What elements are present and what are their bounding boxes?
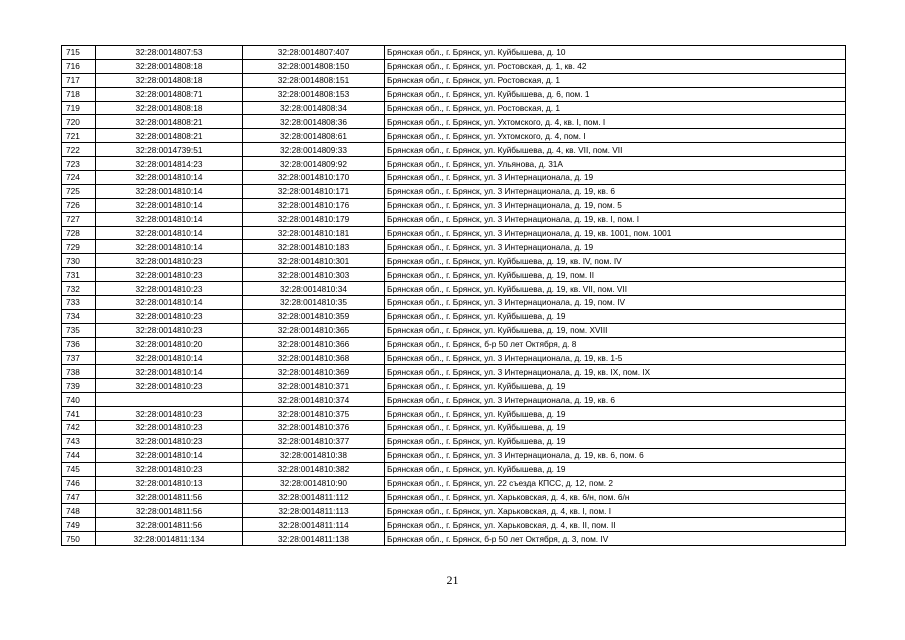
row-number-cell: 739: [62, 379, 96, 393]
row-number-cell: 731: [62, 268, 96, 282]
land-cadastral-number-cell: 32:28:0014810:14: [96, 351, 243, 365]
row-number-cell: 744: [62, 448, 96, 462]
land-cadastral-number-cell: 32:28:0014810:14: [96, 198, 243, 212]
address-cell: Брянская обл., г. Брянск, ул. Куйбышева, д. 19, кв. VII, пом. VII: [385, 282, 846, 296]
row-number-cell: 746: [62, 476, 96, 490]
row-number-cell: 748: [62, 504, 96, 518]
building-cadastral-number-cell: 32:28:0014810:171: [243, 184, 385, 198]
building-cadastral-number-cell: 32:28:0014810:377: [243, 434, 385, 448]
building-cadastral-number-cell: 32:28:0014810:34: [243, 282, 385, 296]
row-number-cell: 729: [62, 240, 96, 254]
land-cadastral-number-cell: 32:28:0014810:23: [96, 407, 243, 421]
row-number-cell: 742: [62, 421, 96, 435]
land-cadastral-number-cell: 32:28:0014810:14: [96, 212, 243, 226]
row-number-cell: 716: [62, 59, 96, 73]
address-cell: Брянская обл., г. Брянск, ул. Харьковская, д. 4, кв. II, пом. II: [385, 518, 846, 532]
table-row: [62, 198, 846, 212]
building-cadastral-number-cell: 32:28:0014810:176: [243, 198, 385, 212]
table-row: [62, 171, 846, 185]
building-cadastral-number-cell: 32:28:0014810:382: [243, 462, 385, 476]
row-number-cell: 750: [62, 532, 96, 546]
row-number-cell: 736: [62, 337, 96, 351]
land-cadastral-number-cell: 32:28:0014810:23: [96, 434, 243, 448]
building-cadastral-number-cell: 32:28:0014810:371: [243, 379, 385, 393]
table-row: [62, 59, 846, 73]
row-number-cell: 719: [62, 101, 96, 115]
building-cadastral-number-cell: 32:28:0014810:179: [243, 212, 385, 226]
building-cadastral-number-cell: 32:28:0014811:114: [243, 518, 385, 532]
building-cadastral-number-cell: 32:28:0014810:366: [243, 337, 385, 351]
row-number-cell: 718: [62, 87, 96, 101]
address-cell: Брянская обл., г. Брянск, ул. Ростовская, д. 1: [385, 101, 846, 115]
table-row: [62, 476, 846, 490]
table-row: [62, 532, 846, 546]
table-row: [62, 157, 846, 171]
address-cell: Брянская обл., г. Брянск, ул. Куйбышева, д. 19: [385, 434, 846, 448]
building-cadastral-number-cell: 32:28:0014807:407: [243, 46, 385, 60]
table-row: [62, 323, 846, 337]
address-cell: Брянская обл., г. Брянск, ул. Куйбышева, д. 19, пом. XVIII: [385, 323, 846, 337]
table-row: [62, 87, 846, 101]
land-cadastral-number-cell: 32:28:0014810:23: [96, 309, 243, 323]
building-cadastral-number-cell: 32:28:0014810:38: [243, 448, 385, 462]
row-number-cell: 715: [62, 46, 96, 60]
address-cell: Брянская обл., г. Брянск, ул. Ухтомского, д. 4, кв. I, пом. I: [385, 115, 846, 129]
address-cell: Брянская обл., г. Брянск, ул. Куйбышева, д. 19: [385, 421, 846, 435]
address-cell: Брянская обл., г. Брянск, ул. Ростовская, д. 1, кв. 42: [385, 59, 846, 73]
row-number-cell: 738: [62, 365, 96, 379]
building-cadastral-number-cell: 32:28:0014809:92: [243, 157, 385, 171]
table-row: [62, 212, 846, 226]
land-cadastral-number-cell: 32:28:0014810:14: [96, 296, 243, 310]
table-row: [62, 240, 846, 254]
land-cadastral-number-cell: 32:28:0014810:23: [96, 379, 243, 393]
address-cell: Брянская обл., г. Брянск, б-р 50 лет Октября, д. 8: [385, 337, 846, 351]
table-row: [62, 337, 846, 351]
row-number-cell: 722: [62, 143, 96, 157]
land-cadastral-number-cell: 32:28:0014810:23: [96, 462, 243, 476]
table-row: [62, 101, 846, 115]
land-cadastral-number-cell: 32:28:0014808:21: [96, 115, 243, 129]
building-cadastral-number-cell: 32:28:0014808:153: [243, 87, 385, 101]
building-cadastral-number-cell: 32:28:0014810:374: [243, 393, 385, 407]
address-cell: Брянская обл., г. Брянск, ул. 3 Интернационала, д. 19, кв. 6: [385, 393, 846, 407]
address-cell: Брянская обл., г. Брянск, б-р 50 лет Октября, д. 3, пом. IV: [385, 532, 846, 546]
table-row: [62, 365, 846, 379]
land-cadastral-number-cell: 32:28:0014810:14: [96, 240, 243, 254]
address-cell: Брянская обл., г. Брянск, ул. Куйбышева, д. 19, пом. II: [385, 268, 846, 282]
row-number-cell: 721: [62, 129, 96, 143]
table-row: [62, 129, 846, 143]
land-cadastral-number-cell: 32:28:0014811:56: [96, 490, 243, 504]
building-cadastral-number-cell: 32:28:0014810:183: [243, 240, 385, 254]
building-cadastral-number-cell: 32:28:0014809:33: [243, 143, 385, 157]
address-cell: Брянская обл., г. Брянск, ул. 3 Интернационала, д. 19, кв. IX, пом. IX: [385, 365, 846, 379]
table-row: [62, 254, 846, 268]
row-number-cell: 725: [62, 184, 96, 198]
row-number-cell: 733: [62, 296, 96, 310]
address-cell: Брянская обл., г. Брянск, ул. Куйбышева, д. 6, пом. 1: [385, 87, 846, 101]
row-number-cell: 741: [62, 407, 96, 421]
registry-table: [61, 45, 846, 546]
table-row: [62, 379, 846, 393]
table-row: [62, 448, 846, 462]
table-row: [62, 434, 846, 448]
row-number-cell: 734: [62, 309, 96, 323]
land-cadastral-number-cell: 32:28:0014739:51: [96, 143, 243, 157]
address-cell: Брянская обл., г. Брянск, ул. Куйбышева, д. 19, кв. IV, пом. IV: [385, 254, 846, 268]
building-cadastral-number-cell: 32:28:0014810:359: [243, 309, 385, 323]
land-cadastral-number-cell: 32:28:0014811:134: [96, 532, 243, 546]
building-cadastral-number-cell: 32:28:0014811:138: [243, 532, 385, 546]
address-cell: Брянская обл., г. Брянск, ул. Куйбышева, д. 19: [385, 407, 846, 421]
building-cadastral-number-cell: 32:28:0014808:36: [243, 115, 385, 129]
land-cadastral-number-cell: 32:28:0014808:71: [96, 87, 243, 101]
land-cadastral-number-cell: 32:28:0014808:21: [96, 129, 243, 143]
address-cell: Брянская обл., г. Брянск, ул. 3 Интернационала, д. 19, кв. I, пом. I: [385, 212, 846, 226]
row-number-cell: 730: [62, 254, 96, 268]
row-number-cell: 720: [62, 115, 96, 129]
row-number-cell: 732: [62, 282, 96, 296]
address-cell: Брянская обл., г. Брянск, ул. 3 Интернационала, д. 19, пом. 5: [385, 198, 846, 212]
table-row: [62, 421, 846, 435]
row-number-cell: 740: [62, 393, 96, 407]
table-row: [62, 407, 846, 421]
building-cadastral-number-cell: 32:28:0014810:170: [243, 171, 385, 185]
row-number-cell: 745: [62, 462, 96, 476]
address-cell: Брянская обл., г. Брянск, ул. 3 Интернационала, д. 19, кв. 6, пом. 6: [385, 448, 846, 462]
address-cell: Брянская обл., г. Брянск, ул. Куйбышева, д. 19: [385, 309, 846, 323]
building-cadastral-number-cell: 32:28:0014810:303: [243, 268, 385, 282]
building-cadastral-number-cell: 32:28:0014810:365: [243, 323, 385, 337]
land-cadastral-number-cell: 32:28:0014810:14: [96, 171, 243, 185]
table-row: [62, 143, 846, 157]
land-cadastral-number-cell: 32:28:0014808:18: [96, 73, 243, 87]
row-number-cell: 727: [62, 212, 96, 226]
row-number-cell: 749: [62, 518, 96, 532]
row-number-cell: 723: [62, 157, 96, 171]
table-row: [62, 46, 846, 60]
land-cadastral-number-cell: 32:28:0014810:14: [96, 448, 243, 462]
building-cadastral-number-cell: 32:28:0014811:112: [243, 490, 385, 504]
row-number-cell: 743: [62, 434, 96, 448]
building-cadastral-number-cell: 32:28:0014810:375: [243, 407, 385, 421]
table-row: [62, 518, 846, 532]
address-cell: Брянская обл., г. Брянск, ул. Ростовская, д. 1: [385, 73, 846, 87]
table-row: [62, 351, 846, 365]
address-cell: Брянская обл., г. Брянск, ул. 3 Интернационала, д. 19, кв. 1-5: [385, 351, 846, 365]
building-cadastral-number-cell: 32:28:0014808:34: [243, 101, 385, 115]
row-number-cell: 747: [62, 490, 96, 504]
building-cadastral-number-cell: 32:28:0014810:376: [243, 421, 385, 435]
building-cadastral-number-cell: 32:28:0014808:150: [243, 59, 385, 73]
row-number-cell: 728: [62, 226, 96, 240]
building-cadastral-number-cell: 32:28:0014811:113: [243, 504, 385, 518]
address-cell: Брянская обл., г. Брянск, ул. Куйбышева, д. 4, кв. VII, пом. VII: [385, 143, 846, 157]
address-cell: Брянская обл., г. Брянск, ул. Ульянова, д. 31А: [385, 157, 846, 171]
row-number-cell: 726: [62, 198, 96, 212]
table-row: [62, 309, 846, 323]
table-row: [62, 393, 846, 407]
land-cadastral-number-cell: 32:28:0014811:56: [96, 518, 243, 532]
address-cell: Брянская обл., г. Брянск, ул. Харьковская, д. 4, кв. 6/н, пом. 6/н: [385, 490, 846, 504]
table-row: [62, 73, 846, 87]
table-row: [62, 296, 846, 310]
table-row: [62, 282, 846, 296]
land-cadastral-number-cell: [96, 393, 243, 407]
building-cadastral-number-cell: 32:28:0014810:301: [243, 254, 385, 268]
address-cell: Брянская обл., г. Брянск, ул. 22 съезда КПСС, д. 12, пом. 2: [385, 476, 846, 490]
land-cadastral-number-cell: 32:28:0014810:23: [96, 254, 243, 268]
row-number-cell: 735: [62, 323, 96, 337]
address-cell: Брянская обл., г. Брянск, ул. Ухтомского, д. 4, пом. I: [385, 129, 846, 143]
table-row: [62, 504, 846, 518]
address-cell: Брянская обл., г. Брянск, ул. 3 Интернационала, д. 19, кв. 6: [385, 184, 846, 198]
row-number-cell: 737: [62, 351, 96, 365]
row-number-cell: 724: [62, 171, 96, 185]
registry-table-body: [62, 46, 846, 546]
address-cell: Брянская обл., г. Брянск, ул. 3 Интернационала, д. 19, пом. IV: [385, 296, 846, 310]
row-number-cell: 717: [62, 73, 96, 87]
land-cadastral-number-cell: 32:28:0014810:23: [96, 268, 243, 282]
land-cadastral-number-cell: 32:28:0014811:56: [96, 504, 243, 518]
land-cadastral-number-cell: 32:28:0014808:18: [96, 101, 243, 115]
building-cadastral-number-cell: 32:28:0014810:368: [243, 351, 385, 365]
address-cell: Брянская обл., г. Брянск, ул. Куйбышева, д. 19: [385, 379, 846, 393]
land-cadastral-number-cell: 32:28:0014808:18: [96, 59, 243, 73]
building-cadastral-number-cell: 32:28:0014810:369: [243, 365, 385, 379]
address-cell: Брянская обл., г. Брянск, ул. 3 Интернационала, д. 19, кв. 1001, пом. 1001: [385, 226, 846, 240]
table-row: [62, 226, 846, 240]
land-cadastral-number-cell: 32:28:0014814:23: [96, 157, 243, 171]
building-cadastral-number-cell: 32:28:0014810:181: [243, 226, 385, 240]
address-cell: Брянская обл., г. Брянск, ул. Куйбышева, д. 19: [385, 462, 846, 476]
building-cadastral-number-cell: 32:28:0014810:35: [243, 296, 385, 310]
page-number: 21: [446, 573, 459, 587]
table-row: [62, 490, 846, 504]
land-cadastral-number-cell: 32:28:0014810:23: [96, 421, 243, 435]
land-cadastral-number-cell: 32:28:0014810:14: [96, 365, 243, 379]
building-cadastral-number-cell: 32:28:0014810:90: [243, 476, 385, 490]
building-cadastral-number-cell: 32:28:0014808:151: [243, 73, 385, 87]
building-cadastral-number-cell: 32:28:0014808:61: [243, 129, 385, 143]
land-cadastral-number-cell: 32:28:0014810:20: [96, 337, 243, 351]
table-row: [62, 184, 846, 198]
land-cadastral-number-cell: 32:28:0014810:13: [96, 476, 243, 490]
address-cell: Брянская обл., г. Брянск, ул. 3 Интернационала, д. 19: [385, 240, 846, 254]
land-cadastral-number-cell: 32:28:0014810:14: [96, 226, 243, 240]
land-cadastral-number-cell: 32:28:0014810:14: [96, 184, 243, 198]
land-cadastral-number-cell: 32:28:0014807:53: [96, 46, 243, 60]
table-row: [62, 462, 846, 476]
address-cell: Брянская обл., г. Брянск, ул. 3 Интернационала, д. 19: [385, 171, 846, 185]
land-cadastral-number-cell: 32:28:0014810:23: [96, 282, 243, 296]
table-row: [62, 268, 846, 282]
land-cadastral-number-cell: 32:28:0014810:23: [96, 323, 243, 337]
address-cell: Брянская обл., г. Брянск, ул. Харьковская, д. 4, кв. I, пом. I: [385, 504, 846, 518]
address-cell: Брянская обл., г. Брянск, ул. Куйбышева, д. 10: [385, 46, 846, 60]
table-row: [62, 115, 846, 129]
